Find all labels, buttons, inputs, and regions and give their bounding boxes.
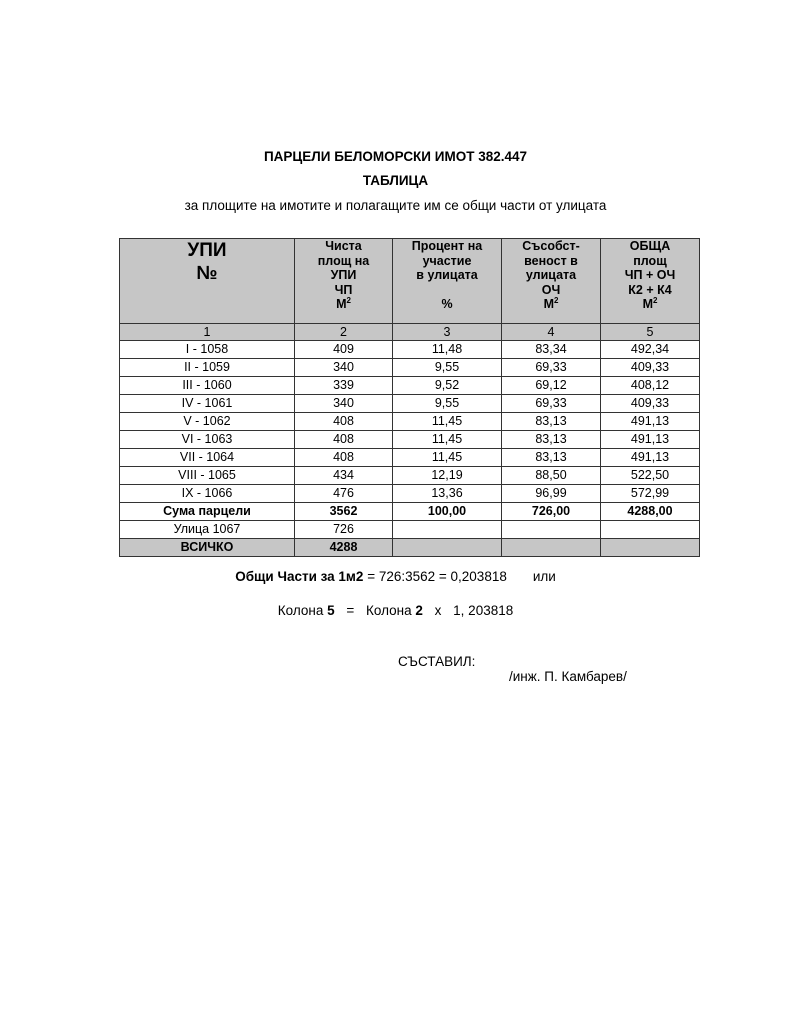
coownership: 83,13 (502, 413, 601, 431)
header-total-area-line3: ЧП + ОЧ (624, 268, 676, 282)
percent: 9,52 (393, 377, 502, 395)
column-number: 3 (393, 324, 502, 341)
street-label: Улица 1067 (120, 521, 295, 539)
header-coownership-line4: ОЧ (541, 282, 561, 297)
percent: 13,36 (393, 485, 502, 503)
header-upi (120, 239, 295, 324)
empty-cell (502, 539, 601, 557)
empty-cell (601, 521, 700, 539)
column-number-b: 2 (415, 603, 423, 618)
header-coownership-line3: улицата (525, 268, 577, 282)
total-area: 409,33 (601, 395, 700, 413)
grand-total-label: ВСИЧКО (120, 539, 295, 557)
header-total-area-unit: $М^2$ (642, 295, 658, 311)
percent: 11,45 (393, 449, 502, 467)
parcel-id: I - 1058 (120, 341, 295, 359)
table-row (120, 485, 700, 503)
parcel-id: VIII - 1065 (120, 467, 295, 485)
column-number-a: 5 (327, 603, 335, 618)
column-number: 1 (120, 324, 295, 341)
sum-total-area: 4288,00 (601, 503, 700, 521)
header-coownership (502, 239, 601, 324)
coownership: 83,34 (502, 341, 601, 359)
header-row (120, 239, 700, 324)
header-total-area-line1: ОБЩА (629, 239, 671, 253)
table-title: ТАБЛИЦА (362, 173, 429, 188)
formula-tail: или (532, 569, 556, 584)
header-net-area-line4: ЧП (334, 282, 353, 297)
total-area: 492,34 (601, 341, 700, 359)
net-area: 476 (295, 485, 393, 503)
column-number-row (120, 324, 700, 341)
grand-total-row (120, 539, 700, 557)
parcel-id: II - 1059 (120, 359, 295, 377)
parcel-id: III - 1060 (120, 377, 295, 395)
formula-value: = 726:3562 = 0,203818 (367, 569, 507, 584)
header-total-area-line2: площ (633, 253, 667, 268)
total-area: 409,33 (601, 359, 700, 377)
net-area: 339 (295, 377, 393, 395)
net-area: 434 (295, 467, 393, 485)
header-coownership-unit: $М^2$ (543, 295, 559, 311)
percent: 11,45 (393, 413, 502, 431)
header-net-area-line2: площ на (317, 253, 370, 268)
table-row (120, 467, 700, 485)
net-area: 340 (295, 395, 393, 413)
header-coownership-line1: Съсобст- (522, 239, 580, 253)
column-number: 5 (601, 324, 700, 341)
coownership: 69,33 (502, 359, 601, 377)
header-net-area-unit: $М^2$ (336, 295, 351, 311)
net-area: 409 (295, 341, 393, 359)
parcel-id: IV - 1061 (120, 395, 295, 413)
empty-cell (393, 539, 502, 557)
document-title: ПАРЦЕЛИ БЕЛОМОРСКИ ИМОТ 382.447 (263, 149, 528, 164)
empty-cell (502, 521, 601, 539)
table-row (120, 395, 700, 413)
total-area: 408,12 (601, 377, 700, 395)
total-area: 522,50 (601, 467, 700, 485)
net-area: 408 (295, 413, 393, 431)
percent: 11,45 (393, 431, 502, 449)
factor-value: 1, 203818 (453, 603, 514, 618)
net-area: 408 (295, 431, 393, 449)
multiply-sign: х (434, 603, 442, 618)
column-word-a: Колона (277, 603, 324, 618)
street-area: 726 (295, 521, 393, 539)
table-row (120, 431, 700, 449)
parcels-table (119, 238, 700, 557)
column-number: 4 (502, 324, 601, 341)
table-row (120, 449, 700, 467)
percent: 12,19 (393, 467, 502, 485)
percent: 11,48 (393, 341, 502, 359)
percent: 9,55 (393, 359, 502, 377)
header-net-area (295, 239, 393, 324)
coownership: 88,50 (502, 467, 601, 485)
header-net-area-line1: Чиста (325, 239, 362, 253)
parcel-id: V - 1062 (120, 413, 295, 431)
parcel-id: VI - 1063 (120, 431, 295, 449)
sum-row (120, 503, 700, 521)
grand-total-area: 4288 (295, 539, 393, 557)
header-percent-line2: участие (422, 253, 472, 268)
table-subtitle: за площите на имотите и полагащите им се общи части от улицата (184, 198, 607, 213)
street-row (120, 521, 700, 539)
percent: 9,55 (393, 395, 502, 413)
sum-net-area: 3562 (295, 503, 393, 521)
net-area: 408 (295, 449, 393, 467)
header-percent-line1: Процент на (411, 239, 483, 253)
header-upi-line2: № (196, 263, 218, 284)
header-percent (393, 239, 502, 324)
common-parts-formula (0, 569, 791, 584)
engineer-name: /инж. П. Камбарев/ (509, 669, 627, 684)
coownership: 69,33 (502, 395, 601, 413)
header-percent-line3: в улицата (416, 268, 478, 282)
header-coownership-line2: веност в (524, 253, 578, 268)
total-area: 491,13 (601, 413, 700, 431)
header-percent-unit: % (441, 297, 453, 311)
header-net-area-line3: УПИ (330, 268, 357, 282)
equals-sign: = (346, 603, 355, 618)
column-formula (0, 603, 791, 618)
total-area: 491,13 (601, 449, 700, 467)
compiled-by-label: СЪСТАВИЛ: (398, 654, 476, 669)
total-area: 491,13 (601, 431, 700, 449)
total-area: 572,99 (601, 485, 700, 503)
empty-cell (601, 539, 700, 557)
parcel-id: VII - 1064 (120, 449, 295, 467)
column-number: 2 (295, 324, 393, 341)
table-row (120, 377, 700, 395)
coownership: 96,99 (502, 485, 601, 503)
parcel-id: IX - 1066 (120, 485, 295, 503)
table-row (120, 341, 700, 359)
header-total-area (601, 239, 700, 324)
coownership: 69,12 (502, 377, 601, 395)
table-row (120, 359, 700, 377)
empty-cell (393, 521, 502, 539)
header-total-area-line4: К2 + К4 (628, 282, 672, 297)
formula-label: Общи Части за 1м2 (235, 569, 364, 584)
coownership: 83,13 (502, 449, 601, 467)
table-row (120, 413, 700, 431)
sum-label: Сума парцели (120, 503, 295, 521)
sum-percent: 100,00 (393, 503, 502, 521)
net-area: 340 (295, 359, 393, 377)
header-upi-line1: УПИ (187, 240, 227, 261)
sum-coownership: 726,00 (502, 503, 601, 521)
coownership: 83,13 (502, 431, 601, 449)
column-word-b: Колона (366, 603, 412, 618)
